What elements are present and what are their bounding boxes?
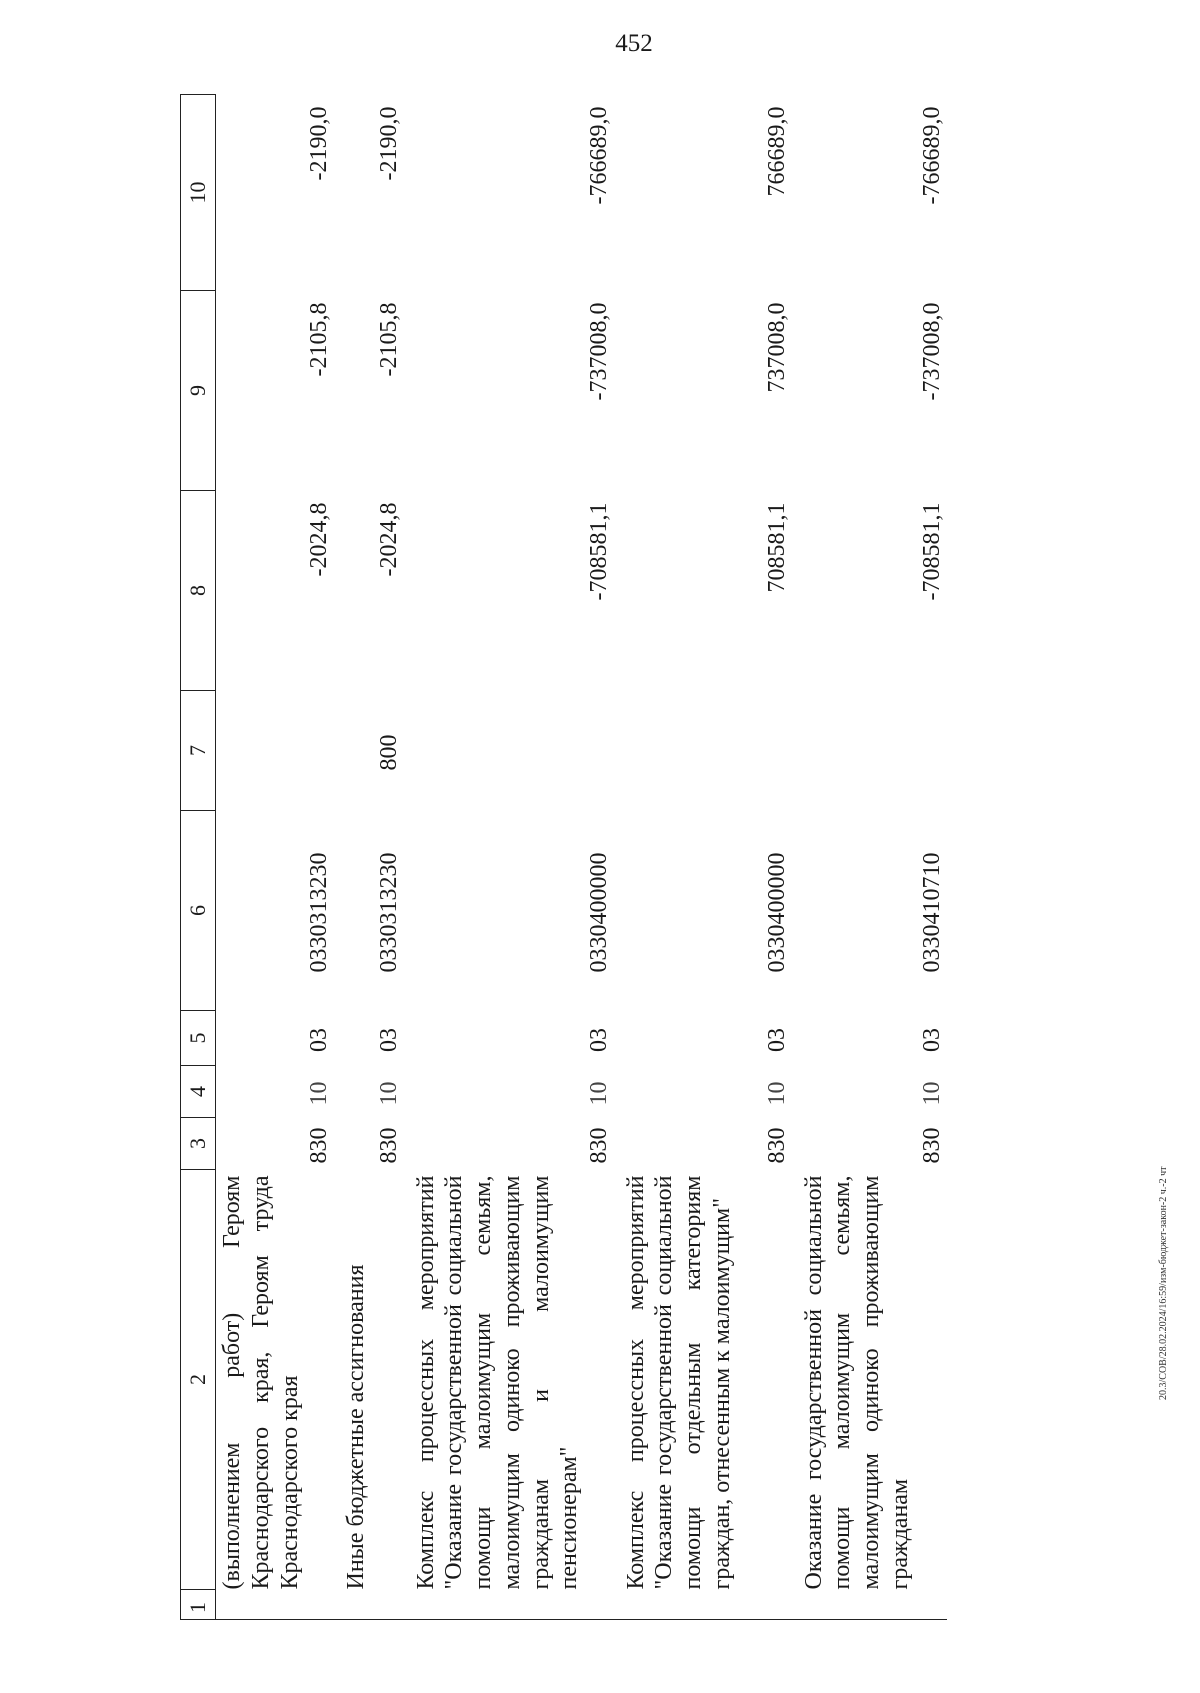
row-value-8: 708581,1 bbox=[763, 502, 790, 593]
row-code-4: 10 bbox=[763, 1081, 790, 1106]
table-header bbox=[181, 95, 216, 1620]
table-row bbox=[614, 95, 792, 1620]
header-cell-9: 9 bbox=[181, 291, 216, 491]
row-value-8: -708581,1 bbox=[585, 502, 612, 601]
row-code-4: 10 bbox=[375, 1081, 402, 1106]
row-code-6: 0330313230 bbox=[305, 852, 332, 973]
row-value-9: -737008,0 bbox=[918, 302, 945, 401]
row-code-6: 0330400000 bbox=[585, 852, 612, 973]
row-index-cell bbox=[216, 1590, 334, 1620]
row-code-4: 10 bbox=[918, 1081, 945, 1106]
header-cell-4: 4 bbox=[181, 1066, 216, 1118]
row-name: Оказание государственной социальной помощи малоимущим семьям, малоимущим одиноко проживающим гражданам bbox=[800, 1175, 913, 1590]
table-row bbox=[334, 95, 404, 1620]
row-code-7 bbox=[614, 691, 792, 811]
header-cell-5: 5 bbox=[181, 1011, 216, 1066]
document-footer-code: 20.3/СОВ/28.02.2024/16:59/изм-бюджет-закон-2 ч.-2 чт bbox=[1158, 1166, 1169, 1400]
header-row bbox=[181, 95, 216, 1620]
row-index-cell bbox=[334, 1590, 404, 1620]
row-value-10: 766689,0 bbox=[763, 106, 790, 197]
row-index-cell bbox=[404, 1590, 614, 1620]
row-code-6: 0330410710 bbox=[918, 852, 945, 973]
row-name: (выполнением работ) Героям Краснодарского края, Героям труда Краснодарского края bbox=[219, 1175, 303, 1590]
row-index-cell bbox=[792, 1590, 947, 1620]
row-code-7 bbox=[792, 691, 947, 811]
row-name: Иные бюджетные ассигнования bbox=[342, 1264, 369, 1590]
row-value-10: -2190,0 bbox=[375, 106, 402, 181]
budget-table bbox=[180, 94, 947, 1620]
row-code-5: 03 bbox=[375, 1028, 402, 1052]
header-cell-8: 8 bbox=[181, 491, 216, 691]
row-value-8: -2024,8 bbox=[375, 502, 402, 577]
row-value-9: 737008,0 bbox=[763, 302, 790, 393]
row-code-3: 830 bbox=[918, 1127, 945, 1164]
row-value-10: -766689,0 bbox=[918, 106, 945, 205]
row-code-4: 10 bbox=[585, 1081, 612, 1106]
row-code-6: 0330313230 bbox=[375, 852, 402, 973]
table-row bbox=[792, 95, 947, 1620]
row-code-5: 03 bbox=[918, 1028, 945, 1052]
row-value-8: -2024,8 bbox=[305, 502, 332, 577]
table-body bbox=[216, 95, 947, 1620]
row-code-7: 800 bbox=[375, 734, 402, 771]
row-value-10: -2190,0 bbox=[305, 106, 332, 181]
row-code-3: 830 bbox=[305, 1127, 332, 1164]
row-code-3: 830 bbox=[763, 1127, 790, 1164]
row-code-3: 830 bbox=[585, 1127, 612, 1164]
row-name: Комплекс процессных мероприятий "Оказание государственной социальной помощи малоимущим семьям, малоимущим одиноко проживающим гражданам и малоимущим пенсионерам" bbox=[412, 1175, 583, 1590]
page-number: 452 bbox=[615, 30, 653, 57]
row-code-6: 0330400000 bbox=[763, 852, 790, 973]
row-value-9: -2105,8 bbox=[375, 302, 402, 377]
row-code-5: 03 bbox=[305, 1028, 332, 1052]
row-value-10: -766689,0 bbox=[585, 106, 612, 205]
row-code-5: 03 bbox=[763, 1028, 790, 1052]
row-code-7 bbox=[404, 691, 614, 811]
row-value-9: -737008,0 bbox=[585, 302, 612, 401]
row-value-8: -708581,1 bbox=[918, 502, 945, 601]
table-row bbox=[404, 95, 614, 1620]
row-code-5: 03 bbox=[585, 1028, 612, 1052]
header-cell-2: 2 bbox=[181, 1170, 216, 1590]
row-value-9: -2105,8 bbox=[305, 302, 332, 377]
row-code-4: 10 bbox=[305, 1081, 332, 1106]
row-code-3: 830 bbox=[375, 1127, 402, 1164]
row-name: Комплекс процессных мероприятий "Оказание государственной социальной помощи отдельным категориям граждан, отнесенным к малоимущим" bbox=[622, 1175, 735, 1590]
header-cell-6: 6 bbox=[181, 811, 216, 1011]
header-cell-10: 10 bbox=[181, 95, 216, 291]
table-row bbox=[216, 95, 334, 1620]
rotated-table-frame bbox=[180, 55, 960, 1620]
row-code-7 bbox=[216, 691, 334, 811]
header-cell-7: 7 bbox=[181, 691, 216, 811]
header-cell-1: 1 bbox=[181, 1590, 216, 1620]
header-cell-3: 3 bbox=[181, 1118, 216, 1170]
row-index-cell bbox=[614, 1590, 792, 1620]
